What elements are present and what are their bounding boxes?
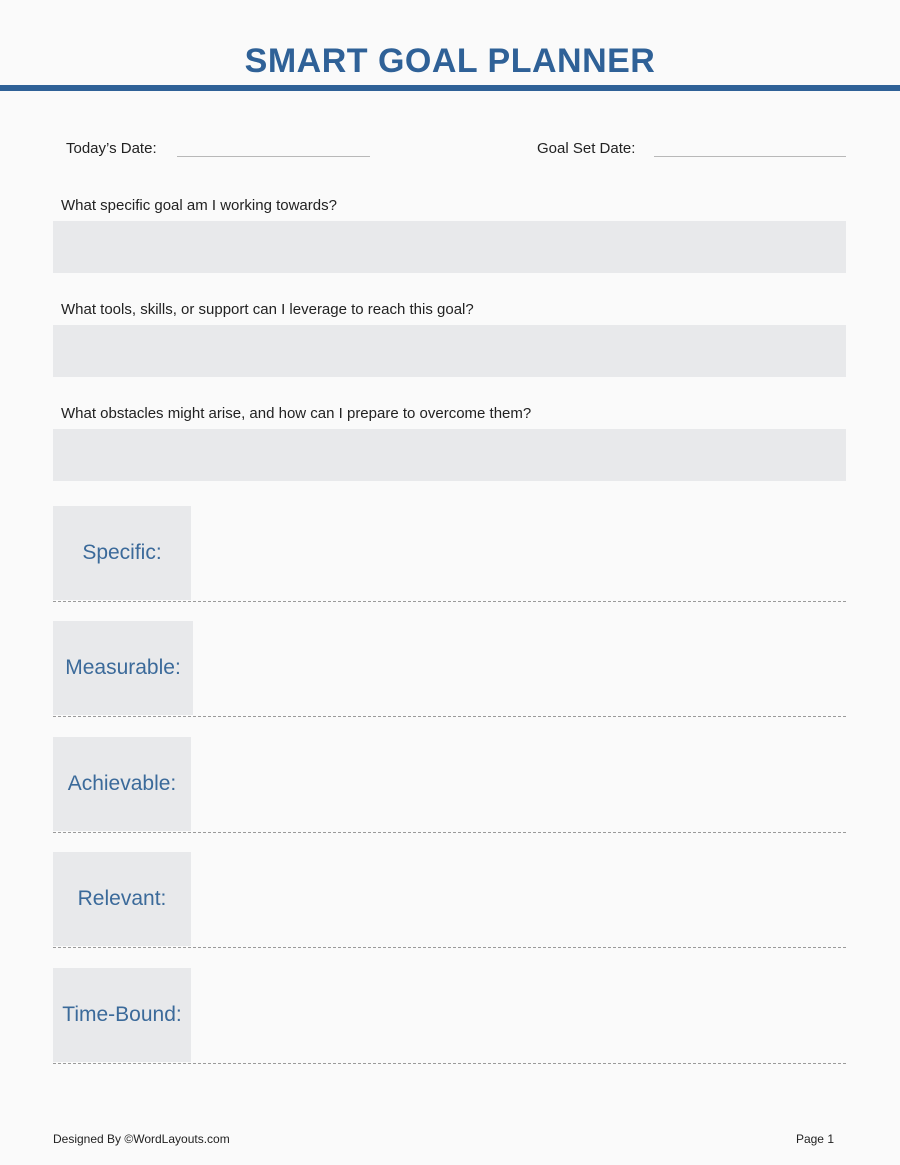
smart-row-specific[interactable] <box>53 506 846 602</box>
dotted-divider <box>53 1063 846 1064</box>
smart-row-time-bound[interactable] <box>53 968 846 1064</box>
dotted-divider <box>53 601 846 602</box>
todays-date-label: Today’s Date: <box>66 140 157 157</box>
answer-field-specific-goal[interactable] <box>53 221 846 273</box>
smart-row-measurable[interactable] <box>53 621 846 717</box>
smart-label-box <box>53 737 191 831</box>
smart-label-box <box>53 852 191 946</box>
page-title: SMART GOAL PLANNER <box>244 42 656 80</box>
dotted-divider <box>53 716 846 717</box>
dotted-divider <box>53 947 846 948</box>
smart-label-time-bound: Time-Bound: <box>62 1003 182 1026</box>
smart-label-box <box>53 968 191 1062</box>
footer-credit: Designed By ©WordLayouts.com <box>53 1132 230 1146</box>
goal-set-date-label: Goal Set Date: <box>537 140 636 157</box>
smart-label-specific: Specific: <box>82 541 162 564</box>
smart-label-achievable: Achievable: <box>67 772 177 795</box>
smart-label-box <box>53 621 193 715</box>
answer-field-obstacles[interactable] <box>53 429 846 481</box>
smart-row-relevant[interactable] <box>53 852 846 948</box>
question-tools-skills: What tools, skills, or support can I leverage to reach this goal? <box>61 301 474 318</box>
smart-label-measurable: Measurable: <box>65 656 181 679</box>
dotted-divider <box>53 832 846 833</box>
smart-label-box <box>53 506 191 600</box>
question-specific-goal: What specific goal am I working towards? <box>61 197 337 214</box>
answer-field-tools-skills[interactable] <box>53 325 846 377</box>
smart-label-relevant: Relevant: <box>77 887 167 910</box>
todays-date-field[interactable] <box>177 156 370 157</box>
goal-set-date-field[interactable] <box>654 156 846 157</box>
question-obstacles: What obstacles might arise, and how can I prepare to overcome them? <box>61 405 532 422</box>
smart-row-achievable[interactable] <box>53 737 846 833</box>
page-number: Page 1 <box>795 1132 834 1146</box>
title-rule <box>0 85 900 91</box>
